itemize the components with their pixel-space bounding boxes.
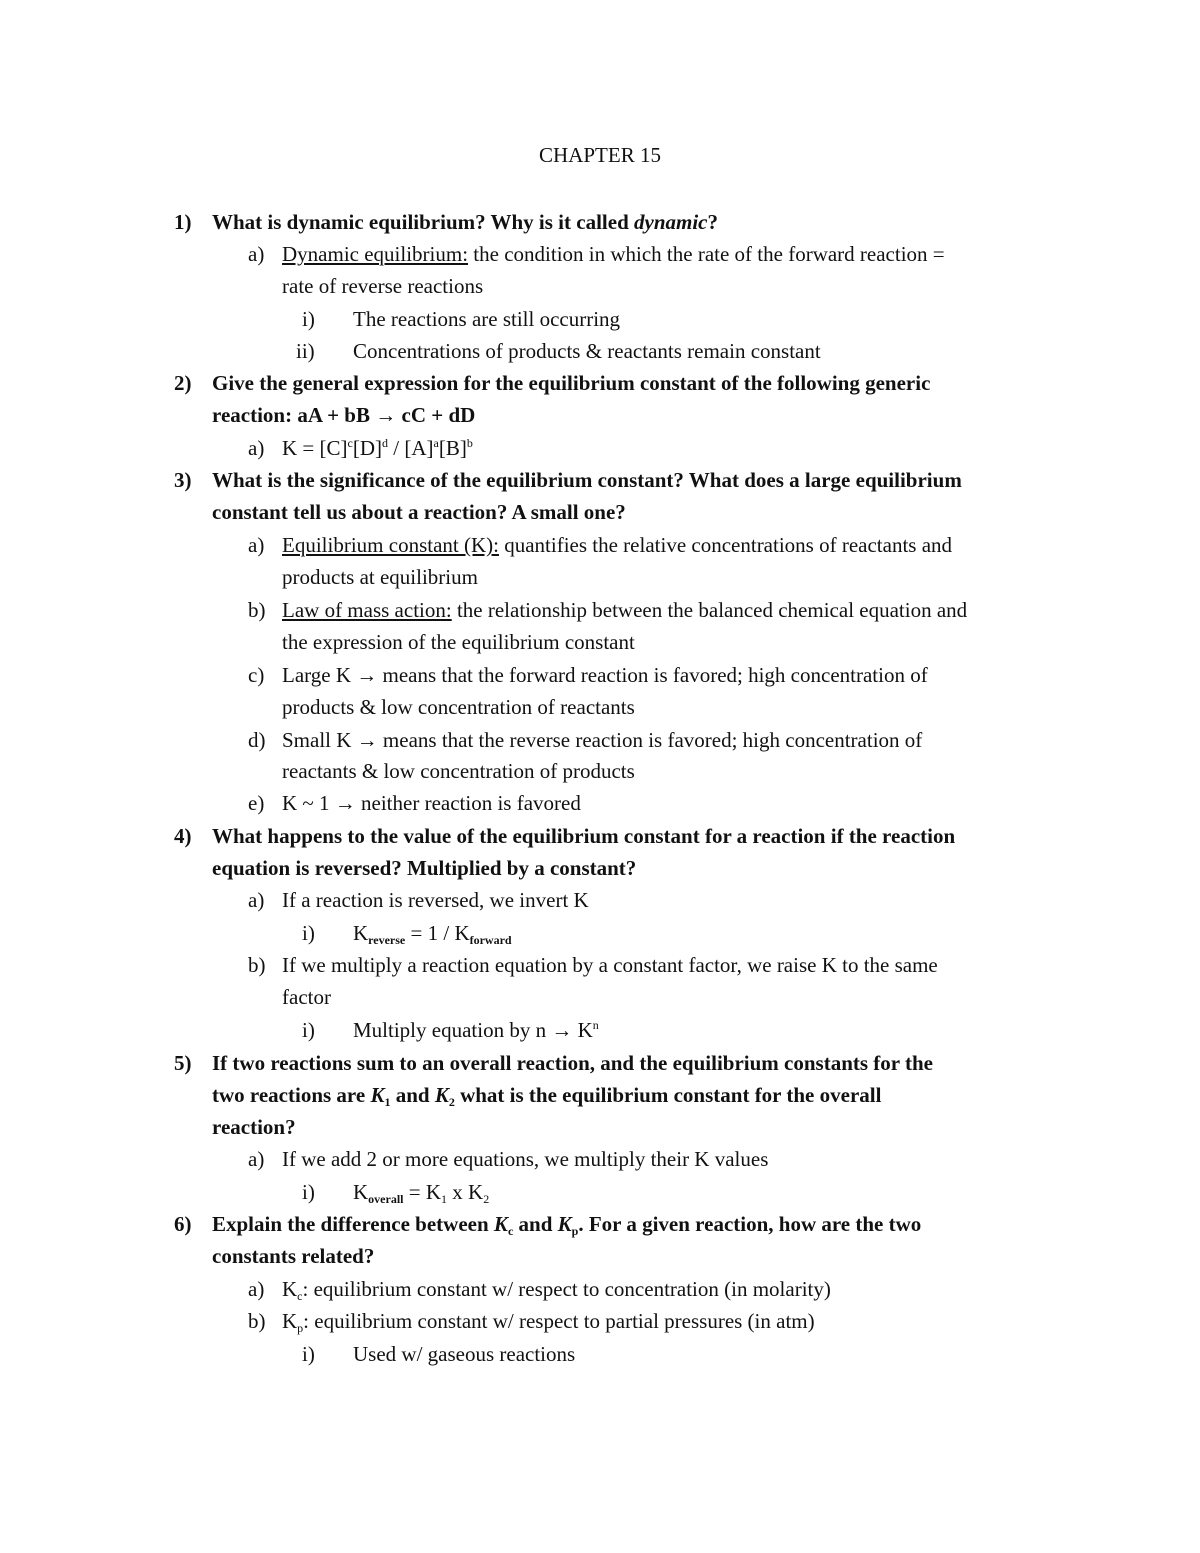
q3-answer-c	[248, 662, 928, 688]
q5-answer-a	[248, 1146, 769, 1172]
q3-answer-e	[248, 790, 581, 816]
q4-text: What happens to the value of the equilibrium constant for a reaction if the reaction	[212, 824, 956, 848]
q6-b-label: b)	[248, 1309, 266, 1333]
q3-text: What is the significance of the equilibrium constant? What does a large equilibrium	[212, 468, 962, 492]
question-5	[174, 1050, 933, 1076]
q5-a-label: a)	[248, 1147, 265, 1171]
q5-number: 5)	[174, 1051, 192, 1075]
q3-answer-a	[248, 532, 953, 558]
q5-i-label: i)	[302, 1180, 315, 1204]
q4-b-text: If we multiply a reaction equation by a constant factor, we raise K to the same	[282, 953, 938, 977]
q2-a-label: a)	[248, 436, 265, 460]
q3-a-term: Equilibrium constant (K):	[282, 533, 499, 557]
q4-b-text-cont: factor	[282, 985, 331, 1009]
q5-t2a: two reactions are	[212, 1083, 371, 1107]
q2-sup-d: d	[382, 436, 388, 450]
q5-t2c: what is the equilibrium constant for the overall	[454, 1083, 882, 1107]
q1-number: 1)	[174, 210, 192, 234]
q6-t1a: Explain the difference between	[212, 1212, 494, 1236]
q4-text-cont: equation is reversed? Multiplied by a constant?	[212, 856, 637, 880]
q1-a-text: the condition in which the rate of the forward reaction =	[468, 242, 945, 266]
q4-bi-sup: n	[592, 1018, 599, 1032]
q1-answer-a-ii	[296, 338, 821, 364]
q5-t2b: and	[390, 1083, 435, 1107]
q6-a-sub: c	[297, 1289, 303, 1303]
q3-text-cont: constant tell us about a reaction? A small one?	[212, 500, 626, 524]
q3-e-label: e)	[248, 791, 265, 815]
q1-emphasis: dynamic	[634, 210, 708, 234]
q2-k2: [D]	[352, 436, 382, 460]
q1-answer-a-i	[302, 306, 621, 332]
q3-a-label: a)	[248, 533, 265, 557]
q6-t1b: and	[513, 1212, 558, 1236]
q5-k1: K	[370, 1083, 385, 1107]
q1-ii-text: Concentrations of products & reactants remain constant	[353, 339, 821, 363]
q2-k3: / [A]	[388, 436, 434, 460]
q1-answer-a	[248, 241, 945, 267]
q5-text-end: reaction?	[212, 1115, 296, 1139]
q3-d-text: Small K → means that the reverse reaction is favored; high concentration of	[282, 728, 923, 752]
q3-answer-b	[248, 597, 968, 623]
q2-answer-a	[248, 435, 473, 461]
q1-a-term: Dynamic equilibrium:	[282, 242, 469, 266]
q5-text-cont	[212, 1082, 881, 1108]
q5-i-sub-2: 2	[483, 1192, 490, 1206]
q6-kp-sub: p	[571, 1224, 579, 1238]
q3-c-text: Large K → means that the forward reaction is favored; high concentration of	[282, 663, 928, 687]
q4-answer-b	[248, 952, 938, 978]
q2-k1: K = [C]	[282, 436, 348, 460]
q1-a-label: a)	[248, 242, 265, 266]
q6-number: 6)	[174, 1212, 192, 1236]
q2-number: 2)	[174, 371, 192, 395]
q3-number: 3)	[174, 468, 192, 492]
q6-a-label: a)	[248, 1277, 265, 1301]
q5-i-sub-overall: overall	[368, 1192, 404, 1206]
q2-sup-c: c	[347, 436, 353, 450]
q3-c-text-cont: products & low concentration of reactants	[282, 695, 635, 719]
q5-a-text: If we add 2 or more equations, we multiply their K values	[282, 1147, 769, 1171]
q4-ai-sub-reverse: reverse	[368, 933, 406, 947]
q3-d-text-cont: reactants & low concentration of products	[282, 759, 635, 783]
q2-k4: [B]	[438, 436, 467, 460]
question-2	[174, 370, 931, 396]
q5-answer-a-i	[302, 1179, 490, 1206]
q1-text-end: ?	[707, 210, 718, 234]
q4-answer-a-i	[302, 920, 512, 947]
q3-a-text: quantifies the relative concentrations of reactants and	[498, 533, 953, 557]
q3-a-text-cont: products at equilibrium	[282, 565, 478, 589]
q5-i-x: x K	[447, 1180, 484, 1204]
question-3	[174, 467, 962, 493]
q2-expression	[282, 435, 473, 461]
q5-i-k: K	[353, 1180, 369, 1204]
q4-bi-text: Multiply equation by n → K	[353, 1018, 593, 1042]
q2-sup-a: a	[433, 436, 439, 450]
q1-i-text: The reactions are still occurring	[353, 307, 621, 331]
q4-a-label: a)	[248, 888, 265, 912]
q3-answer-d	[248, 727, 923, 753]
q4-ai-label: i)	[302, 921, 315, 945]
page-title: CHAPTER 15	[539, 143, 661, 167]
q4-ai-mid: = 1 / K	[405, 921, 470, 945]
q4-bi-label: i)	[302, 1018, 315, 1042]
question-1	[174, 209, 718, 235]
q3-d-label: d)	[248, 728, 266, 752]
q4-b-label: b)	[248, 953, 266, 977]
q6-a-text: : equilibrium constant w/ respect to concentration (in molarity)	[302, 1277, 831, 1301]
q3-e-text: K ~ 1 → neither reaction is favored	[282, 791, 581, 815]
q5-k2: K	[434, 1083, 449, 1107]
q1-text: What is dynamic equilibrium? Why is it called	[212, 210, 634, 234]
q4-number: 4)	[174, 824, 192, 848]
q3-b-text-cont: the expression of the equilibrium constant	[282, 630, 635, 654]
q6-a-k: K	[282, 1277, 298, 1301]
q4-ai-sub-forward: forward	[469, 933, 512, 947]
q5-i-sub-1: 1	[441, 1192, 448, 1206]
q1-i-label: i)	[302, 307, 315, 331]
q6-kc: K	[493, 1212, 508, 1236]
q6-answer-b	[248, 1308, 815, 1335]
q6-b-k: K	[282, 1309, 298, 1333]
q1-ii-label: ii)	[296, 339, 315, 363]
q6-b-sub: p	[297, 1321, 304, 1335]
q5-i-mid: = K	[403, 1180, 442, 1204]
q4-answer-a	[248, 887, 589, 913]
q3-b-term: Law of mass action:	[282, 598, 452, 622]
q6-b-text: : equilibrium constant w/ respect to partial pressures (in atm)	[303, 1309, 815, 1333]
q4-ai-k: K	[353, 921, 369, 945]
q5-text: If two reactions sum to an overall reaction, and the equilibrium constants for the	[212, 1051, 933, 1075]
q6-i-text: Used w/ gaseous reactions	[353, 1342, 576, 1366]
question-4	[174, 823, 956, 849]
q4-a-text: If a reaction is reversed, we invert K	[282, 888, 589, 912]
q6-i-label: i)	[302, 1342, 315, 1366]
q3-b-label: b)	[248, 598, 266, 622]
q1-a-text-cont: rate of reverse reactions	[282, 274, 484, 298]
q5-k1-sub: 1	[384, 1095, 391, 1109]
q2-sup-b: b	[466, 436, 473, 450]
q2-text: Give the general expression for the equilibrium constant of the following generic	[212, 371, 931, 395]
q6-t1c: . For a given reaction, how are the two	[578, 1212, 922, 1236]
q6-text-cont: constants related?	[212, 1244, 375, 1268]
q6-answer-b-i	[302, 1341, 576, 1367]
q6-kc-sub: c	[507, 1224, 514, 1238]
question-6	[174, 1211, 922, 1238]
q2-text-cont: reaction: aA + bB → cC + dD	[212, 403, 476, 427]
q5-k2-sub: 2	[448, 1095, 455, 1109]
q6-kp: K	[557, 1212, 572, 1236]
q6-answer-a	[248, 1276, 831, 1303]
q3-c-label: c)	[248, 663, 265, 687]
q3-b-text: the relationship between the balanced chemical equation and	[451, 598, 968, 622]
